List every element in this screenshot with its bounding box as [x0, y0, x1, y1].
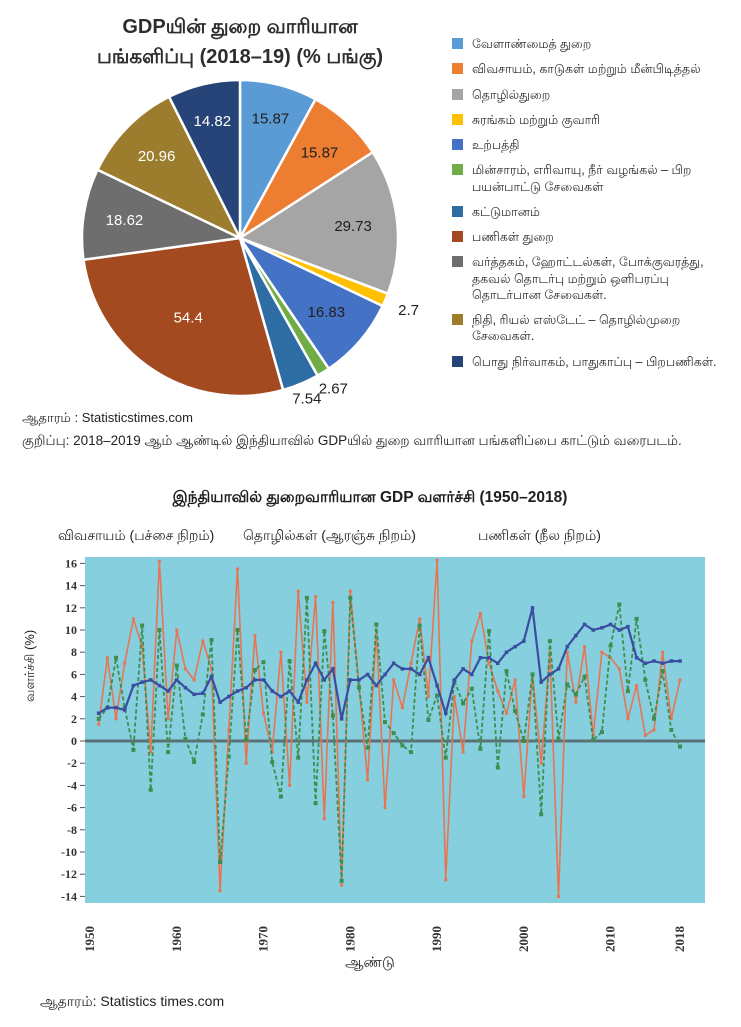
- data-point-marker: [618, 667, 621, 670]
- x-tick-label: 1950: [82, 926, 97, 952]
- data-point-marker: [115, 717, 118, 720]
- data-point-marker: [288, 689, 292, 693]
- data-point-marker: [505, 712, 508, 715]
- data-point-marker: [661, 662, 665, 666]
- data-point-marker: [210, 638, 214, 642]
- data-point-marker: [418, 673, 422, 677]
- data-point-marker: [271, 689, 275, 693]
- data-point-marker: [522, 739, 526, 743]
- data-point-marker: [392, 731, 396, 735]
- y-tick-label: 12: [65, 600, 77, 615]
- y-tick-label: -14: [61, 889, 77, 904]
- data-point-marker: [279, 795, 283, 799]
- legend-label: நிதி, ரியல் எஸ்டேட் – தொழில்முறை சேவைகள்.: [472, 313, 681, 344]
- data-point-marker: [297, 700, 301, 704]
- legend-swatch: [452, 89, 463, 100]
- pie-slice-value: 7.54: [292, 390, 322, 406]
- data-point-marker: [652, 659, 656, 663]
- data-point-marker: [583, 675, 587, 679]
- data-point-marker: [236, 568, 239, 571]
- data-point-marker: [279, 695, 283, 699]
- data-point-marker: [522, 795, 525, 798]
- data-point-marker: [192, 693, 196, 697]
- legend-item: [452, 87, 732, 103]
- data-point-marker: [236, 689, 240, 693]
- data-point-marker: [366, 673, 370, 677]
- data-point-marker: [296, 756, 300, 760]
- data-point-marker: [270, 760, 274, 764]
- data-point-marker: [366, 746, 370, 750]
- x-tick-label: 1960: [168, 926, 184, 952]
- data-point-marker: [279, 651, 282, 654]
- data-point-marker: [158, 560, 161, 563]
- data-point-marker: [175, 664, 179, 668]
- data-point-marker: [297, 590, 300, 593]
- data-point-marker: [218, 700, 222, 704]
- data-point-marker: [357, 686, 361, 690]
- data-point-marker: [592, 628, 596, 632]
- legend-item: [452, 61, 732, 77]
- data-point-marker: [201, 640, 204, 643]
- legend-label: விவசாயம், காடுகள் மற்றும் மீன்பிடித்தல்: [472, 62, 701, 77]
- data-point-marker: [288, 659, 292, 663]
- y-tick-label: 16: [65, 556, 77, 571]
- legend-swatch: [452, 256, 463, 267]
- data-point-marker: [322, 629, 326, 633]
- data-point-marker: [591, 738, 595, 742]
- data-point-marker: [227, 755, 231, 759]
- data-point-marker: [653, 728, 656, 731]
- pie-slice-value: 18.62: [105, 212, 144, 229]
- data-point-marker: [514, 678, 517, 681]
- data-point-marker: [210, 675, 214, 679]
- data-point-marker: [157, 628, 161, 632]
- y-tick-label: 2: [71, 711, 77, 726]
- data-point-marker: [253, 678, 257, 682]
- data-point-marker: [670, 659, 674, 663]
- data-point-marker: [348, 596, 352, 600]
- data-point-marker: [418, 617, 421, 620]
- pie-slice-value: 16.83: [307, 304, 346, 322]
- legend-label: பொது நிர்வாகம், பாதுகாப்பு – பிறபணிகள்.: [472, 354, 717, 369]
- data-point-marker: [374, 623, 378, 627]
- data-point-marker: [609, 623, 613, 627]
- data-point-marker: [496, 690, 499, 693]
- data-point-marker: [123, 662, 126, 665]
- data-point-marker: [574, 692, 578, 696]
- legend-label: சுரங்கம் மற்றும் குவாரி: [472, 112, 601, 127]
- data-point-marker: [349, 678, 353, 682]
- data-point-marker: [201, 712, 205, 716]
- y-tick-label: 0: [71, 734, 77, 748]
- x-tick-label: 2018: [672, 926, 688, 952]
- line-legend-services: பணிகள் (நீல நிறம்): [478, 527, 601, 543]
- data-point-marker: [201, 692, 205, 696]
- data-point-marker: [600, 651, 603, 654]
- x-tick-label: 2010: [602, 926, 618, 952]
- legend-item: [452, 229, 732, 245]
- legend-item: [452, 312, 732, 345]
- line-chart: [30, 548, 725, 960]
- legend-label: பணிகள் துறை: [472, 230, 554, 244]
- data-point-marker: [106, 656, 109, 659]
- data-point-marker: [357, 678, 361, 682]
- data-point-marker: [392, 662, 396, 666]
- legend-swatch: [452, 114, 463, 125]
- pie-slice-value: 54.4: [173, 309, 203, 327]
- data-point-marker: [626, 625, 630, 629]
- data-point-marker: [626, 717, 629, 720]
- pie-slice-value: 15.87: [251, 110, 290, 128]
- x-tick-label: 1970: [255, 926, 271, 952]
- data-point-marker: [184, 686, 188, 690]
- data-point-marker: [409, 750, 413, 754]
- data-point-marker: [166, 689, 170, 693]
- data-point-marker: [184, 667, 187, 670]
- data-point-marker: [218, 860, 222, 864]
- data-point-marker: [236, 628, 240, 632]
- data-point-marker: [175, 678, 179, 682]
- y-tick-label: 6: [71, 667, 77, 682]
- data-point-marker: [479, 612, 482, 615]
- data-point-marker: [661, 651, 664, 654]
- data-point-marker: [409, 667, 413, 671]
- data-point-marker: [244, 686, 248, 690]
- legend-label: உற்பத்தி: [472, 138, 520, 152]
- data-point-marker: [609, 644, 613, 648]
- y-tick-label: -8: [67, 822, 77, 837]
- data-point-marker: [496, 766, 500, 770]
- y-tick-label: -6: [67, 800, 77, 815]
- legend-label: தொழில்துறை: [472, 87, 551, 102]
- data-point-marker: [331, 667, 335, 671]
- plot-area: [85, 557, 705, 903]
- data-point-marker: [384, 806, 387, 809]
- legend-swatch: [452, 38, 463, 49]
- data-point-marker: [652, 717, 656, 721]
- data-point-marker: [574, 634, 578, 638]
- data-point-marker: [132, 617, 135, 620]
- data-point-marker: [323, 678, 327, 682]
- data-point-marker: [219, 889, 222, 892]
- data-point-marker: [288, 784, 291, 787]
- data-point-marker: [340, 884, 343, 887]
- data-point-marker: [193, 678, 196, 681]
- data-point-marker: [149, 678, 153, 682]
- data-point-marker: [331, 714, 335, 718]
- legend-label: வேளாண்மைத் துறை: [472, 37, 592, 51]
- data-point-marker: [132, 684, 136, 688]
- data-point-marker: [158, 684, 162, 688]
- data-point-marker: [97, 723, 100, 726]
- legend-swatch: [452, 63, 463, 74]
- pie-slice-value: 2.67: [318, 380, 348, 398]
- data-point-marker: [488, 662, 491, 665]
- data-point-marker: [548, 673, 552, 677]
- legend-item: [452, 112, 732, 128]
- pie-chart-title-line2: பங்களிப்பு (2018–19) (% பங்கு): [96, 46, 384, 68]
- y-tick-label: 8: [71, 645, 77, 660]
- data-point-marker: [349, 590, 352, 593]
- data-point-marker: [183, 737, 187, 741]
- data-point-marker: [505, 651, 509, 655]
- data-point-marker: [470, 687, 474, 691]
- pie-slice-value: 20.96: [137, 148, 176, 166]
- data-point-marker: [314, 662, 318, 666]
- data-point-marker: [444, 756, 448, 760]
- data-point-marker: [644, 662, 648, 666]
- data-point-marker: [383, 720, 387, 724]
- data-point-marker: [323, 817, 326, 820]
- data-point-marker: [331, 601, 334, 604]
- data-point-marker: [392, 678, 395, 681]
- data-point-marker: [444, 878, 447, 881]
- data-point-marker: [496, 662, 500, 666]
- pie-note: குறிப்பு: 2018–2019 ஆம் ஆண்டில் இந்தியாவில் GDPயில் துறை வாரியான பங்களிப்பை காட்டும் வரைபடம்.: [22, 433, 682, 448]
- pie-slice-value: 29.73: [334, 217, 372, 235]
- data-point-marker: [539, 812, 543, 816]
- data-point-marker: [557, 895, 560, 898]
- data-point-marker: [461, 701, 465, 705]
- data-point-marker: [436, 559, 439, 562]
- data-point-marker: [366, 778, 369, 781]
- data-point-marker: [566, 645, 570, 649]
- data-point-marker: [461, 667, 465, 671]
- data-point-marker: [453, 678, 457, 682]
- data-point-marker: [245, 762, 248, 765]
- pie-slice-value: 15.87: [300, 144, 339, 162]
- data-point-marker: [383, 673, 387, 677]
- data-point-marker: [487, 656, 491, 660]
- data-point-marker: [426, 718, 430, 722]
- data-point-marker: [418, 624, 422, 628]
- data-point-marker: [262, 678, 266, 682]
- pie-chart-title-line1: GDPயின் துறை வாரியான: [122, 16, 358, 38]
- data-point-marker: [435, 684, 439, 688]
- data-point-marker: [305, 678, 309, 682]
- data-point-marker: [557, 737, 561, 741]
- data-point-marker: [531, 672, 535, 676]
- y-tick-label: -12: [61, 867, 77, 882]
- line-legend-industry: தொழில்கள் (ஆரஞ்சு நிறம்): [243, 527, 416, 543]
- data-point-marker: [479, 656, 483, 660]
- legend-label: மின்சாரம், எரிவாயு, நீர் வழங்கல் – பிற பயன்பாட்டு சேவைகள்: [472, 163, 692, 194]
- data-point-marker: [192, 760, 196, 764]
- pie-slice-value: 14.82: [193, 113, 232, 131]
- data-point-marker: [427, 656, 431, 660]
- data-point-marker: [427, 695, 430, 698]
- line-chart-source: ஆதாரம்: Statistics times.com: [40, 993, 225, 1009]
- data-point-marker: [678, 659, 682, 663]
- data-point-marker: [149, 788, 153, 792]
- legend-item: [452, 204, 732, 220]
- data-point-marker: [401, 706, 404, 709]
- data-point-marker: [643, 678, 647, 682]
- data-point-marker: [253, 634, 256, 637]
- data-point-marker: [574, 701, 577, 704]
- data-point-marker: [253, 668, 257, 672]
- data-point-marker: [540, 762, 543, 765]
- data-point-marker: [600, 730, 604, 734]
- y-tick-label: 10: [65, 623, 77, 637]
- y-tick-label: -2: [67, 756, 77, 771]
- legend-swatch: [452, 356, 463, 367]
- data-point-marker: [305, 596, 309, 600]
- pie-chart-title: [36, 12, 444, 72]
- data-point-marker: [635, 656, 639, 660]
- data-point-marker: [462, 751, 465, 754]
- y-tick-label: -4: [67, 778, 77, 793]
- data-point-marker: [97, 717, 101, 721]
- data-point-marker: [401, 667, 405, 671]
- legend-swatch: [452, 139, 463, 150]
- data-point-marker: [635, 684, 638, 687]
- data-point-marker: [644, 734, 647, 737]
- data-point-marker: [661, 669, 665, 673]
- data-point-marker: [400, 743, 404, 747]
- legend-label: கட்டுமானம்: [472, 204, 540, 219]
- data-point-marker: [513, 645, 517, 649]
- data-point-marker: [305, 701, 308, 704]
- data-point-marker: [522, 639, 526, 643]
- data-point-marker: [131, 748, 135, 752]
- data-point-marker: [106, 706, 110, 710]
- y-tick-label: 4: [71, 689, 77, 704]
- data-point-marker: [340, 879, 344, 883]
- y-tick-label: 14: [65, 578, 77, 593]
- x-tick-label: 1990: [429, 926, 445, 952]
- data-point-marker: [123, 708, 127, 712]
- legend-swatch: [452, 164, 463, 175]
- data-point-marker: [626, 689, 630, 693]
- data-point-marker: [166, 750, 170, 754]
- data-point-marker: [444, 712, 448, 716]
- data-point-marker: [340, 717, 344, 721]
- data-point-marker: [262, 712, 265, 715]
- legend-swatch: [452, 231, 463, 242]
- data-point-marker: [618, 628, 622, 632]
- data-point-marker: [635, 617, 639, 621]
- data-point-marker: [314, 801, 318, 805]
- data-point-marker: [478, 747, 482, 751]
- data-point-marker: [140, 624, 144, 628]
- data-point-marker: [262, 660, 266, 664]
- data-point-marker: [227, 695, 231, 699]
- legend-item: [452, 137, 732, 153]
- data-point-marker: [314, 595, 317, 598]
- data-point-marker: [114, 706, 118, 710]
- data-point-marker: [583, 623, 587, 627]
- data-point-marker: [435, 694, 439, 698]
- data-point-marker: [114, 656, 118, 660]
- data-point-marker: [244, 738, 248, 742]
- data-point-marker: [669, 728, 673, 732]
- data-point-marker: [531, 606, 535, 610]
- data-point-marker: [678, 745, 682, 749]
- legend-item: [452, 36, 732, 52]
- data-point-marker: [470, 640, 473, 643]
- x-tick-label: 1980: [342, 926, 358, 952]
- x-tick-label: 2000: [515, 926, 531, 952]
- data-point-marker: [375, 684, 379, 688]
- data-point-marker: [487, 629, 491, 633]
- data-point-marker: [410, 662, 413, 665]
- data-point-marker: [565, 682, 569, 686]
- legend-item: [452, 254, 732, 303]
- pie-source: ஆதாரம் : Statisticstimes.com: [22, 410, 193, 425]
- legend-label: வர்த்தகம், ஹோட்டல்கள், போக்குவரத்து, தகவல் தொடர்பு மற்றும் ஒளிபரப்பு தொடர்பான சேவைகள்.: [472, 255, 704, 302]
- line-chart-title: இந்தியாவில் துறைவாரியான GDP வளர்ச்சி (1950–2018): [172, 489, 568, 506]
- data-point-marker: [513, 709, 517, 713]
- data-point-marker: [539, 680, 543, 684]
- data-point-marker: [140, 680, 144, 684]
- data-point-marker: [97, 712, 101, 716]
- legend-item: [452, 162, 732, 195]
- data-point-marker: [548, 639, 552, 643]
- data-point-marker: [557, 667, 561, 671]
- data-point-marker: [583, 645, 586, 648]
- legend-swatch: [452, 206, 463, 217]
- pie-chart: [48, 76, 433, 406]
- pie-slice-value: 2.7: [398, 301, 420, 319]
- legend-swatch: [452, 314, 463, 325]
- data-point-marker: [600, 626, 604, 630]
- y-axis-label: வளர்ச்சி (%): [22, 629, 37, 702]
- data-point-marker: [470, 673, 474, 677]
- y-tick-label: -10: [61, 845, 77, 859]
- data-point-marker: [679, 678, 682, 681]
- data-point-marker: [505, 669, 509, 673]
- x-axis-label: ஆண்டு: [345, 955, 395, 971]
- data-point-marker: [175, 629, 178, 632]
- data-point-marker: [617, 603, 621, 607]
- line-legend-agriculture: விவசாயம் (பச்சை நிறம்): [58, 527, 215, 543]
- pie-legend: [452, 36, 732, 370]
- legend-item: [452, 354, 732, 370]
- data-point-marker: [167, 717, 170, 720]
